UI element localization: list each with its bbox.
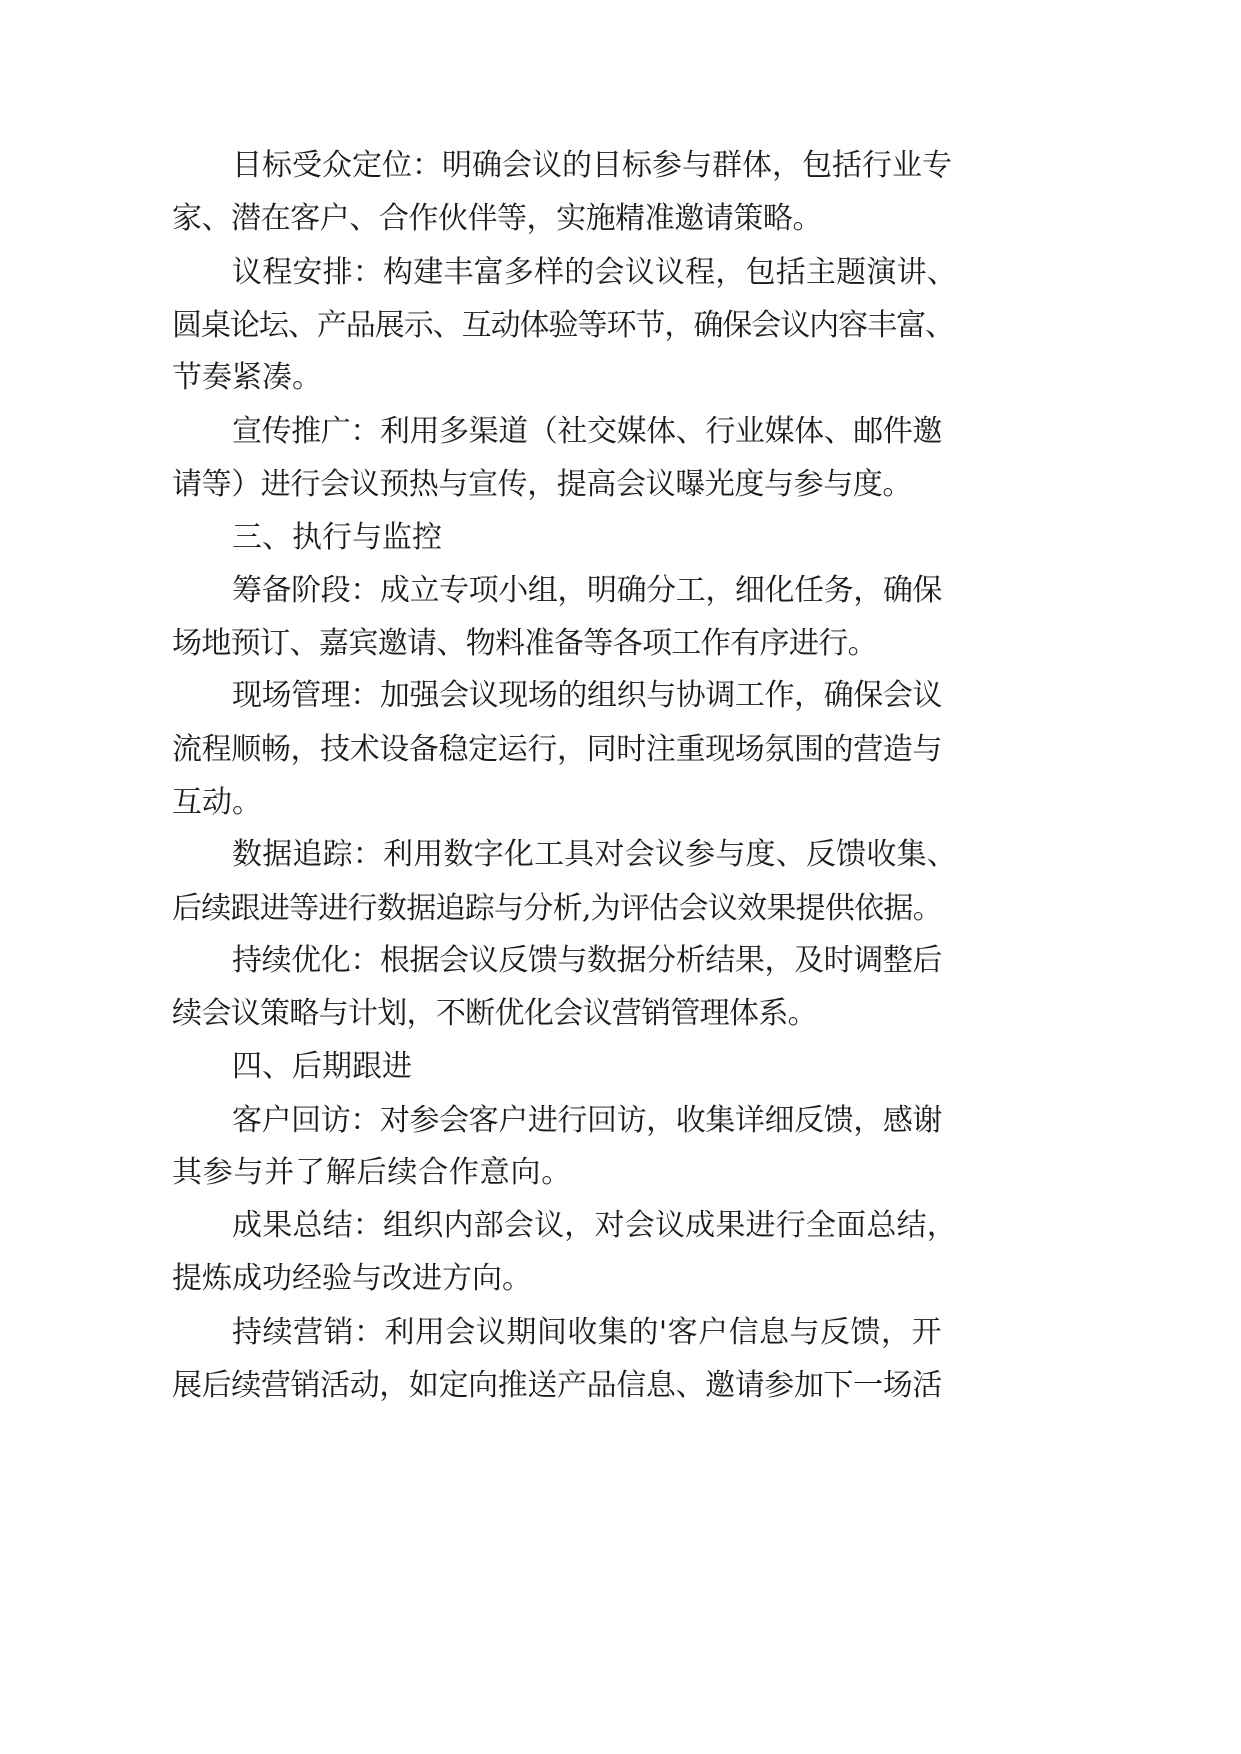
section-heading: 三、执行与监控 — [232, 520, 442, 555]
paragraph-line: 持续优化：根据会议反馈与数据分析结果，及时调整后 — [232, 943, 942, 978]
paragraph-line: 筹备阶段：成立专项小组，明确分工，细化任务，确保 — [232, 573, 942, 608]
paragraph-line: 互动。 — [172, 785, 262, 820]
paragraph-line: 流程顺畅，技术设备稳定运行，同时注重现场氛围的营造与 — [172, 732, 942, 767]
paragraph-line: 现场管理：加强会议现场的组织与协调工作，确保会议 — [232, 678, 942, 713]
paragraph-line: 目标受众定位：明确会议的目标参与群体，包括行业专 — [232, 148, 952, 183]
paragraph-line: 请等）进行会议预热与宣传，提高会议曝光度与参与度。 — [172, 467, 912, 502]
section-heading: 四、后期跟进 — [232, 1049, 412, 1084]
paragraph-line: 节奏紧凑。 — [172, 360, 322, 395]
paragraph-line: 提炼成功经验与改进方向。 — [172, 1261, 532, 1296]
paragraph-line: 数据追踪：利用数字化工具对会议参与度、反馈收集、 — [232, 837, 957, 872]
paragraph-line: 客户回访：对参会客户进行回访，收集详细反馈，感谢 — [232, 1103, 942, 1138]
paragraph-line: 圆桌论坛、产品展示、互动体验等环节，确保会议内容丰富、 — [172, 308, 954, 343]
paragraph-line: 持续营销：利用会议期间收集的'客户信息与反馈，开 — [232, 1315, 942, 1350]
paragraph-line: 家、潜在客户、合作伙伴等，实施精准邀请策略。 — [172, 201, 822, 236]
paragraph-line: 场地预订、嘉宾邀请、物料准备等各项工作有序进行。 — [172, 626, 877, 661]
paragraph-line: 展后续营销活动，如定向推送产品信息、邀请参加下一场活 — [172, 1368, 942, 1403]
paragraph-line: 议程安排：构建丰富多样的会议议程，包括主题演讲、 — [232, 255, 957, 290]
paragraph-line: 续会议策略与计划，不断优化会议营销管理体系。 — [172, 996, 817, 1031]
paragraph-line: 后续跟进等进行数据追踪与分析,为评估会议效果提供依据。 — [172, 891, 942, 926]
paragraph-line: 成果总结：组织内部会议，对会议成果进行全面总结， — [232, 1208, 957, 1243]
paragraph-line: 其参与并了解后续合作意向。 — [172, 1155, 572, 1190]
paragraph-line: 宣传推广：利用多渠道（社交媒体、行业媒体、邮件邀 — [232, 414, 942, 449]
